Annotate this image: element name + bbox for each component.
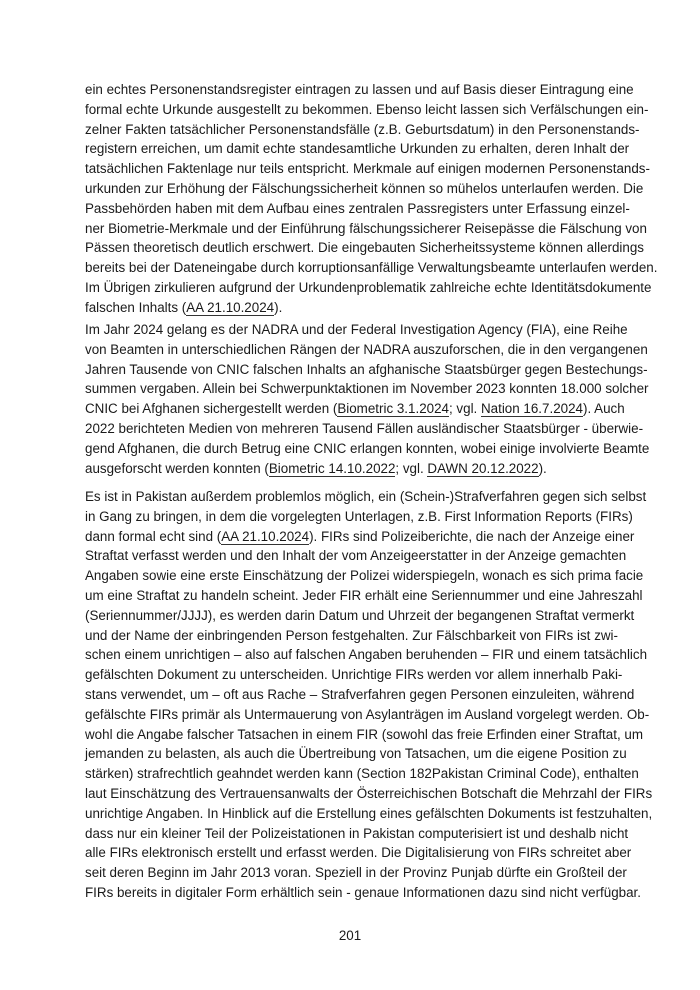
text-segment: ). [274,299,283,315]
text-segment: falschen Inhalts ( [85,299,187,315]
text-line [85,566,644,586]
text-line [85,665,623,685]
paragraph-document-falsification [85,80,658,318]
text-segment: summen vergaben. Allein bei Schwerpunktaktionen im November 2023 konnten 18.000 solcher [85,381,649,397]
text-segment: formal echte Urkunde ausgestellt zu bekommen. Ebenso leicht lassen sich Verfälschungen ein- [85,101,649,117]
source-citation-link[interactable]: DAWN 20.12.2022 [427,460,539,476]
text-segment: dann formal echt sind ( [85,528,222,544]
text-line [85,883,641,903]
text-line [85,606,635,626]
text-line [85,546,627,566]
paragraph-first-information-reports [85,487,653,903]
text-line [85,459,618,479]
text-segment: stärken) strafrechtlich geahndet werden kann (Section 182Pakistan Criminal Code), enthalten [85,766,639,782]
text-segment: urkunden zur Erhöhung der Fälschungssicherheit können so mühelos unterlaufen werden. Die [85,180,644,196]
text-segment: Angaben sowie eine erste Einschätzung der Polizei widerspiegeln, wonach es sich prima facie [85,568,644,584]
text-segment: dass nur ein kleiner Teil der Polizeistationen in Pakistan computerisiert ist und deshalb nicht [85,825,629,841]
text-line [85,80,634,100]
text-line [85,379,649,399]
text-line [85,179,644,199]
text-line [85,278,652,298]
text-line [85,238,645,258]
source-citation-link[interactable]: Nation 16.7.2024 [480,401,583,417]
text-segment: Es ist in Pakistan außerdem problemlos möglich, ein (Schein-)Strafverfahren gegen sich selbst [85,489,647,504]
text-segment: ausgeforscht werden konnten ( [85,460,269,476]
text-line [85,258,658,278]
source-citation-link[interactable]: AA 21.10.2024 [221,528,310,544]
text-line [85,586,643,606]
text-segment: und der Name der einbringenden Person festgehalten. Zur Fälschbarkeit von FIRs ist zwi- [85,627,618,643]
text-segment: alle FIRs elektronisch erstellt und erfasst werden. Die Digitalisierung von FIRs schreitet aber [85,845,632,861]
text-segment: gend Afghanen, die durch Betrug eine CNIC erlangen konnten, wobei einige involvierte Beamte [85,440,650,456]
text-segment: schen einem unrichtigen – also auf falschen Angaben beruhenden – FIR und einem tatsächlich [85,647,648,663]
text-segment: wohl die Angabe falscher Tatsachen in einem FIR (sowohl das freie Erfinden einer Straftat, um [85,726,643,742]
text-segment: Im Übrigen zirkulieren aufgrund der Urkundenproblematik zahlreiche echte Identitätsdokumente [85,279,652,295]
text-line [85,527,635,547]
text-line [85,507,633,527]
text-line [85,824,629,844]
text-line [85,219,647,239]
text-segment: ). [538,460,547,476]
text-line [85,843,632,863]
text-line [85,784,653,804]
text-line [85,744,627,764]
text-segment: ein echtes Personenstandsregister eintragen zu lassen und auf Basis dieser Eintragung eine [85,82,634,97]
text-segment: bereits bei der Dateneingabe durch korruptionsanfällige Verwaltungsbeamte unterlaufen werden. [85,260,658,276]
text-line [85,487,647,507]
text-line [85,804,653,824]
text-segment: ; vgl. [395,460,428,476]
text-segment: unrichtige Angaben. In Hinblick auf die Erstellung eines gefälschten Dokuments ist festzuhalten, [85,805,653,821]
text-line [85,360,648,380]
text-segment: Straftat verfasst werden und den Inhalt der vom Anzeigeerstatter in der Anzeige gemachten [85,548,627,564]
text-segment: Pässen theoretisch deutlich erschwert. Die eingebauten Sicherheitssysteme können allerdings [85,240,645,256]
text-segment: ner Biometrie-Merkmale und der Einführung fälschungssicherer Reisepässe die Fälschung von [85,220,647,236]
text-segment: stans verwendet, um – oft aus Rache – Strafverfahren gegen Personen einzuleiten, während [85,686,635,702]
text-line [85,685,635,705]
text-segment: Jahren Tausende von CNIC falschen Inhalts an afghanische Staatsbürger gegen Bestechungs- [85,361,648,377]
source-citation-link[interactable]: AA 21.10.2024 [186,299,275,315]
text-segment: (Seriennummer/JJJJ), es werden darin Datum und Uhrzeit der begangenen Straftat vermerkt [85,607,635,623]
source-citation-link[interactable]: Biometric 14.10.2022 [268,460,396,476]
text-segment: ). FIRs sind Polizeiberichte, die nach der Anzeige einer [309,528,635,544]
text-line [85,139,630,159]
text-segment: registern erreichen, um damit echte standesamtliche Urkunden zu erhalten, deren Inhalt der [85,141,630,157]
text-segment: 2022 berichteten Medien von mehreren Tausend Fällen ausländischer Staatsbürger - überwie- [85,420,644,436]
text-segment: jemanden zu belasten, als auch die Übertreibung von Tatsachen, um die eigene Position zu [85,746,627,762]
text-segment: zelner Fakten tatsächlicher Personenstandsfälle (z.B. Geburtsdatum) in den Personenstands- [85,121,640,137]
text-segment: laut Einschätzung des Vertrauensanwalts der Österreichischen Botschaft die Mehrzahl der FIRs [85,785,653,801]
text-line [85,725,643,745]
text-segment: tatsächlichen Faktenlage nur teils entspricht. Merkmale auf einigen modernen Personenstands- [85,161,650,177]
text-segment: gefälschte FIRs primär als Untermauerung von Asylanträgen im Ausland vorgelegt werden. Ob- [85,706,650,722]
text-line [85,764,639,784]
text-segment: Passbehörden haben mit dem Aufbau eines zentralen Passregisters unter Erfassung einzel- [85,200,630,216]
text-line [85,645,648,665]
text-line [85,298,618,318]
text-segment: von Beamten in unterschiedlichen Rängen der NADRA auszuforschen, die in den vergangenen [85,341,648,357]
text-segment: seit deren Beginn im Jahr 2013 voran. Speziell in der Provinz Punjab dürfte ein Großteil der [85,865,627,881]
text-segment: gefälschten Dokument zu unterscheiden. Unrichtige FIRs werden vor allem innerhalb Paki- [85,667,623,683]
source-citation-link[interactable]: Biometric 3.1.2024 [337,401,449,417]
text-segment: in Gang zu bringen, in dem die vorgelegten Unterlagen, z.B. First Information Reports (FIRs) [85,508,633,524]
text-segment: FIRs bereits in digitaler Form erhältlich sein - genaue Informationen dazu sind nicht verfügbar. [85,884,641,900]
text-line [85,120,640,140]
text-line [85,159,650,179]
text-segment: um eine Straftat zu handeln scheint. Jeder FIR erhält eine Seriennummer und eine Jahreszahl [85,587,643,603]
page-number: 201 [338,928,362,943]
text-line [85,320,628,340]
text-line [85,419,644,439]
text-line [85,199,630,219]
text-line [85,705,650,725]
text-segment: CNIC bei Afghanen sichergestellt werden ( [85,401,338,417]
text-line [85,863,627,883]
text-line [85,100,649,120]
text-line [85,439,650,459]
text-line [85,340,648,360]
text-segment: ). Auch [582,401,625,417]
text-segment: ; vgl. [448,401,481,417]
text-segment: Im Jahr 2024 gelang es der NADRA und der Federal Investigation Agency (FIA), eine Reihe [85,322,628,337]
paragraph-nadra-investigation [85,320,650,478]
text-line [85,399,625,419]
text-line [85,626,618,646]
